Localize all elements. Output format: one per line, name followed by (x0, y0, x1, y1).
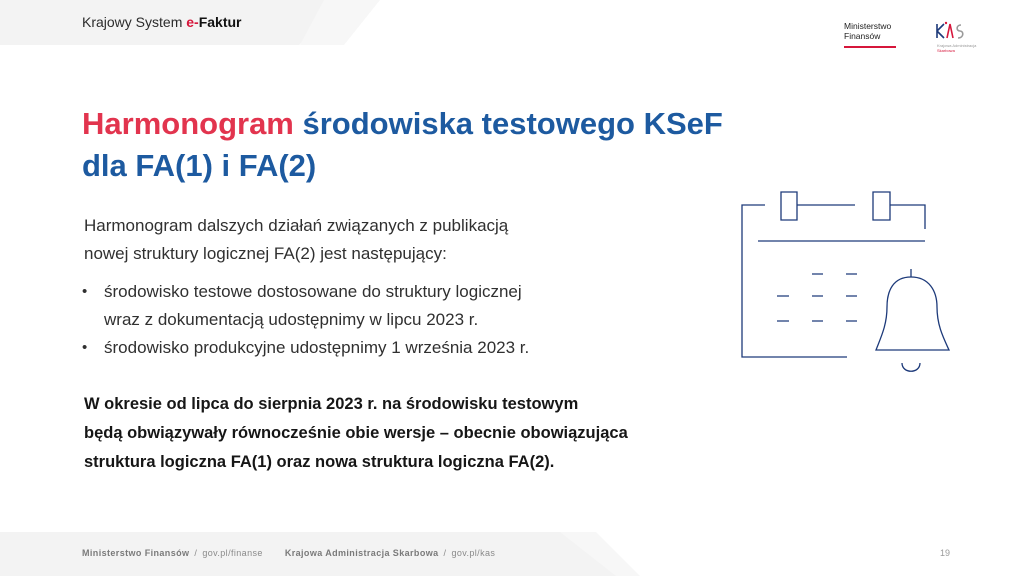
ministry-logo-line1: Ministerstwo (844, 21, 892, 31)
bullet-list (80, 278, 640, 362)
title-line2: dla FA(1) i FA(2) (82, 148, 317, 183)
title-line1 (82, 103, 802, 145)
list-item (80, 334, 640, 362)
ministry-logo-underline (844, 46, 896, 48)
page-title (82, 103, 802, 187)
ministry-logo-line2: Finansów (844, 31, 881, 41)
footer (82, 548, 495, 558)
brand-title (82, 14, 242, 30)
page-number: 19 (940, 548, 951, 558)
kas-logo-text (937, 43, 976, 53)
list-item (80, 278, 640, 334)
kas-logo-line2: Skarbowa (937, 48, 955, 53)
intro-line2: nowej struktury logicznej FA(2) jest następujący: (84, 244, 447, 263)
footer-kas-separator: / (443, 548, 447, 558)
title-accent: Harmonogram (82, 106, 294, 141)
footer-ministry: Ministerstwo Finansów (82, 548, 190, 558)
ministry-logo (844, 21, 891, 41)
footer-ministry-separator: / (194, 548, 198, 558)
emphasis-note (84, 390, 764, 477)
bullet-1-line2: wraz z dokumentacją udostępnimy w lipcu 2023 r. (104, 310, 479, 329)
bullet-2-line1: • środowisko produkcyjne udostępnimy 1 września 2023 r. (104, 338, 530, 357)
title-rest: środowiska testowego KSeF (293, 106, 723, 141)
brand-e: e- (186, 14, 199, 30)
calendar-bell-icon (735, 185, 965, 380)
footer-kas-link[interactable]: gov.pl/kas (451, 548, 496, 558)
bullet-1-line1: • środowisko testowe dostosowane do struktury logicznej (104, 282, 522, 301)
footer-ministry-link[interactable]: gov.pl/finanse (202, 548, 263, 558)
brand-faktur: Faktur (198, 14, 242, 30)
note-line1: W okresie od lipca do sierpnia 2023 r. na środowisku testowym (84, 395, 579, 413)
footer-kas: Krajowa Administracja Skarbowa (284, 548, 439, 558)
intro-paragraph (84, 212, 644, 268)
note-line2: będą obwiązywały równocześnie obie wersje – obecnie obowiązująca (84, 424, 628, 442)
kas-logo-line1: Krajowa Administracja (937, 43, 977, 48)
brand-prefix: Krajowy System (82, 14, 187, 30)
intro-line1: Harmonogram dalszych działań związanych z publikacją (84, 216, 509, 235)
note-line3: struktura logiczna FA(1) oraz nowa struktura logiczna FA(2). (84, 453, 555, 471)
